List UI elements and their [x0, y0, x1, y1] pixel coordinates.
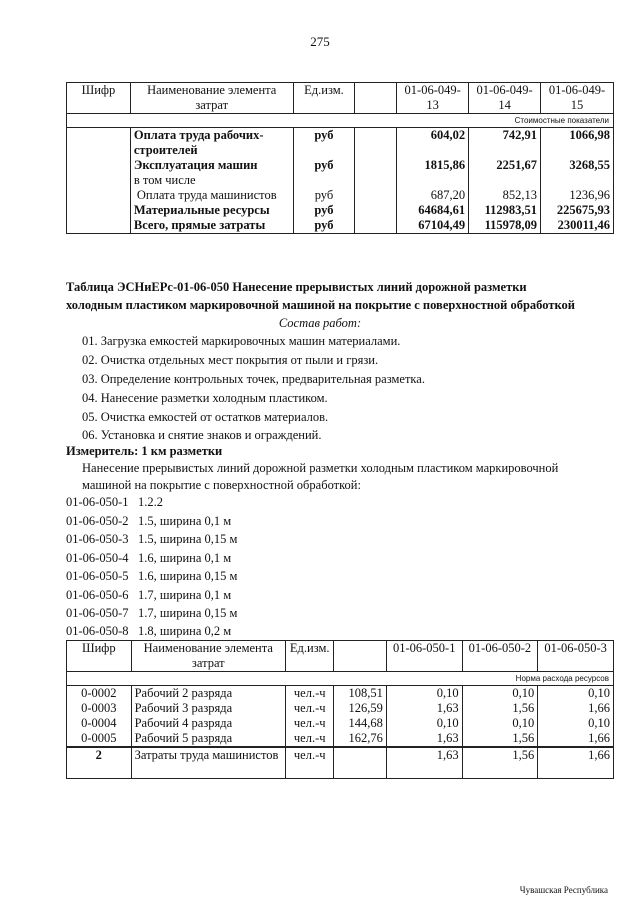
cell-unit: чел.-ч	[285, 701, 333, 716]
subheader-label: Норма расхода ресурсов	[67, 672, 614, 686]
cell-rate: 162,76	[334, 731, 386, 747]
col-header-v1: 01-06-049-13	[397, 83, 469, 114]
cell-v2: 1,56	[462, 701, 538, 716]
work-item: 01. Загрузка емкостей маркировочных машин материалами.	[82, 334, 401, 348]
cell-rate	[355, 188, 397, 203]
work-item: 05. Очистка емкостей от остатков материалов.	[82, 410, 329, 424]
col-header-v3: 01-06-050-3	[538, 641, 614, 672]
cell-v2: 0,10	[462, 686, 538, 702]
cell-v3: 1,66	[538, 747, 614, 779]
cell-unit: руб	[293, 128, 355, 159]
col-header-unit: Ед.изм.	[285, 641, 333, 672]
code-row	[66, 588, 231, 603]
cell-unit	[293, 173, 355, 188]
cell-v2: 2251,67	[469, 158, 541, 173]
cell-v2: 1,56	[462, 747, 538, 779]
cell-code	[67, 158, 131, 173]
cell-v1: 687,20	[397, 188, 469, 203]
col-header-v2: 01-06-050-2	[462, 641, 538, 672]
code-row	[66, 532, 237, 547]
code-desc: 1.6, ширина 0,15 м	[138, 569, 238, 583]
cell-code	[67, 173, 131, 188]
cell-name: Оплата труда рабочих-строителей	[130, 128, 293, 159]
cell-name: Рабочий 3 разряда	[131, 701, 285, 716]
work-item: 06. Установка и снятие знаков и ограждений.	[82, 428, 322, 442]
code-row	[66, 569, 237, 584]
code: 01-06-050-6	[66, 588, 129, 602]
cell-unit: руб	[293, 188, 355, 203]
code: 01-06-050-2	[66, 514, 129, 528]
code: 01-06-050-4	[66, 551, 129, 565]
cell-unit: руб	[293, 158, 355, 173]
cell-v3: 1066,98	[541, 128, 614, 159]
col-header-name: Наименование элемента затрат	[130, 83, 293, 114]
subheader-label: Стоимостные показатели	[67, 114, 614, 128]
cell-code: 0-0005	[67, 731, 132, 747]
cell-unit: руб	[293, 203, 355, 218]
cell-v3: 3268,55	[541, 158, 614, 173]
cell-name: Рабочий 2 разряда	[131, 686, 285, 702]
code-desc: 1.5, ширина 0,15 м	[138, 532, 238, 546]
cell-v3: 1,66	[538, 731, 614, 747]
work-item: 04. Нанесение разметки холодным пластиком.	[82, 391, 328, 405]
cell-rate	[355, 173, 397, 188]
cell-name: в том числе	[130, 173, 293, 188]
cell-code	[67, 188, 131, 203]
table-row	[67, 731, 614, 747]
cell-v1: 64684,61	[397, 203, 469, 218]
col-header-v1: 01-06-050-1	[386, 641, 462, 672]
cell-v3: 230011,46	[541, 218, 614, 234]
cell-code: 2	[67, 747, 132, 779]
cell-v1: 604,02	[397, 128, 469, 159]
cell-rate	[334, 747, 386, 779]
table-header-row	[67, 641, 614, 672]
table-row	[67, 686, 614, 702]
code-row	[66, 495, 163, 510]
table-header-row	[67, 83, 614, 114]
col-header-code: Шифр	[67, 83, 131, 114]
resource-table	[66, 640, 614, 779]
cell-v2: 1,56	[462, 731, 538, 747]
table-row	[67, 747, 614, 779]
cell-v1	[397, 173, 469, 188]
cell-v1: 1,63	[386, 701, 462, 716]
cell-rate: 144,68	[334, 716, 386, 731]
col-header-blank	[355, 83, 397, 114]
cell-v1: 67104,49	[397, 218, 469, 234]
code-desc: 1.2.2	[138, 495, 163, 509]
code-desc: 1.6, ширина 0,1 м	[138, 551, 232, 565]
cell-v2: 115978,09	[469, 218, 541, 234]
footer-region: Чувашская Республика	[519, 885, 608, 895]
cell-v2: 852,13	[469, 188, 541, 203]
cell-v3: 1,66	[538, 701, 614, 716]
subheader-row	[67, 672, 614, 686]
works-subtitle: Состав работ:	[278, 316, 362, 330]
code-desc: 1.5, ширина 0,1 м	[138, 514, 232, 528]
cell-v3: 0,10	[538, 686, 614, 702]
cell-rate: 108,51	[334, 686, 386, 702]
cell-v1: 0,10	[386, 716, 462, 731]
cell-unit: чел.-ч	[285, 686, 333, 702]
cell-v1: 1,63	[386, 731, 462, 747]
col-header-name: Наименование элемента затрат	[131, 641, 285, 672]
col-header-blank	[334, 641, 386, 672]
cost-table	[66, 82, 614, 234]
cell-v1: 0,10	[386, 686, 462, 702]
cell-code: 0-0002	[67, 686, 132, 702]
code-desc: 1.8, ширина 0,2 м	[138, 624, 232, 638]
cell-rate	[355, 203, 397, 218]
cell-name: Всего, прямые затраты	[130, 218, 293, 234]
code-desc: 1.7, ширина 0,15 м	[138, 606, 238, 620]
code: 01-06-050-7	[66, 606, 129, 620]
code: 01-06-050-1	[66, 495, 129, 509]
col-header-code: Шифр	[67, 641, 132, 672]
section-title-line1: Таблица ЭСНиЕРс-01-06-050 Нанесение прерывистых линий дорожной разметки	[66, 280, 527, 294]
table-row	[67, 701, 614, 716]
cell-v3: 0,10	[538, 716, 614, 731]
table-row	[67, 173, 614, 188]
code-row	[66, 514, 231, 529]
cell-name: Затраты труда машинистов	[131, 747, 285, 779]
cell-rate: 126,59	[334, 701, 386, 716]
cell-unit: чел.-ч	[285, 731, 333, 747]
cell-rate	[355, 158, 397, 173]
cell-unit: чел.-ч	[285, 747, 333, 779]
col-header-v2: 01-06-049-14	[469, 83, 541, 114]
page-number: 275	[310, 34, 330, 49]
col-header-unit: Ед.изм.	[293, 83, 355, 114]
cell-unit: руб	[293, 218, 355, 234]
cell-name: Материальные ресурсы	[130, 203, 293, 218]
code-row	[66, 606, 237, 621]
cell-v1: 1815,86	[397, 158, 469, 173]
cell-v2: 112983,51	[469, 203, 541, 218]
intro-text: Нанесение прерывистых линий дорожной разметки холодным пластиком маркировочной машиной на покрытие с поверхностной обработкой:	[82, 461, 559, 492]
cell-v2: 0,10	[462, 716, 538, 731]
cell-v2	[469, 173, 541, 188]
table-row	[67, 158, 614, 173]
table-row	[67, 188, 614, 203]
cell-name: Эксплуатация машин	[130, 158, 293, 173]
cell-code	[67, 203, 131, 218]
table-row	[67, 716, 614, 731]
subheader-row	[67, 114, 614, 128]
section-title-line2: холодным пластиком маркировочной машиной на покрытие с поверхностной обработкой	[66, 298, 575, 312]
code-row	[66, 624, 231, 639]
cell-name: Оплата труда машинистов	[130, 188, 293, 203]
cell-code: 0-0003	[67, 701, 132, 716]
cell-rate	[355, 218, 397, 234]
cell-v2: 742,91	[469, 128, 541, 159]
code: 01-06-050-5	[66, 569, 129, 583]
cell-code	[67, 218, 131, 234]
code-desc: 1.7, ширина 0,1 м	[138, 588, 232, 602]
cell-name: Рабочий 4 разряда	[131, 716, 285, 731]
cell-v3	[541, 173, 614, 188]
cell-v1: 1,63	[386, 747, 462, 779]
table-row	[67, 128, 614, 159]
col-header-v3: 01-06-049-15	[541, 83, 614, 114]
code: 01-06-050-3	[66, 532, 129, 546]
cell-v3: 1236,96	[541, 188, 614, 203]
cell-v3: 225675,93	[541, 203, 614, 218]
table-row	[67, 218, 614, 234]
cell-name: Рабочий 5 разряда	[131, 731, 285, 747]
cell-code	[67, 128, 131, 159]
work-item: 03. Определение контрольных точек, предварительная разметка.	[82, 372, 425, 386]
code-row	[66, 551, 231, 566]
cell-rate	[355, 128, 397, 159]
cell-code: 0-0004	[67, 716, 132, 731]
code: 01-06-050-8	[66, 624, 129, 638]
measurer: Измеритель: 1 км разметки	[66, 444, 223, 458]
work-item: 02. Очистка отдельных мест покрытия от пыли и грязи.	[82, 353, 379, 367]
table-row	[67, 203, 614, 218]
cell-unit: чел.-ч	[285, 716, 333, 731]
